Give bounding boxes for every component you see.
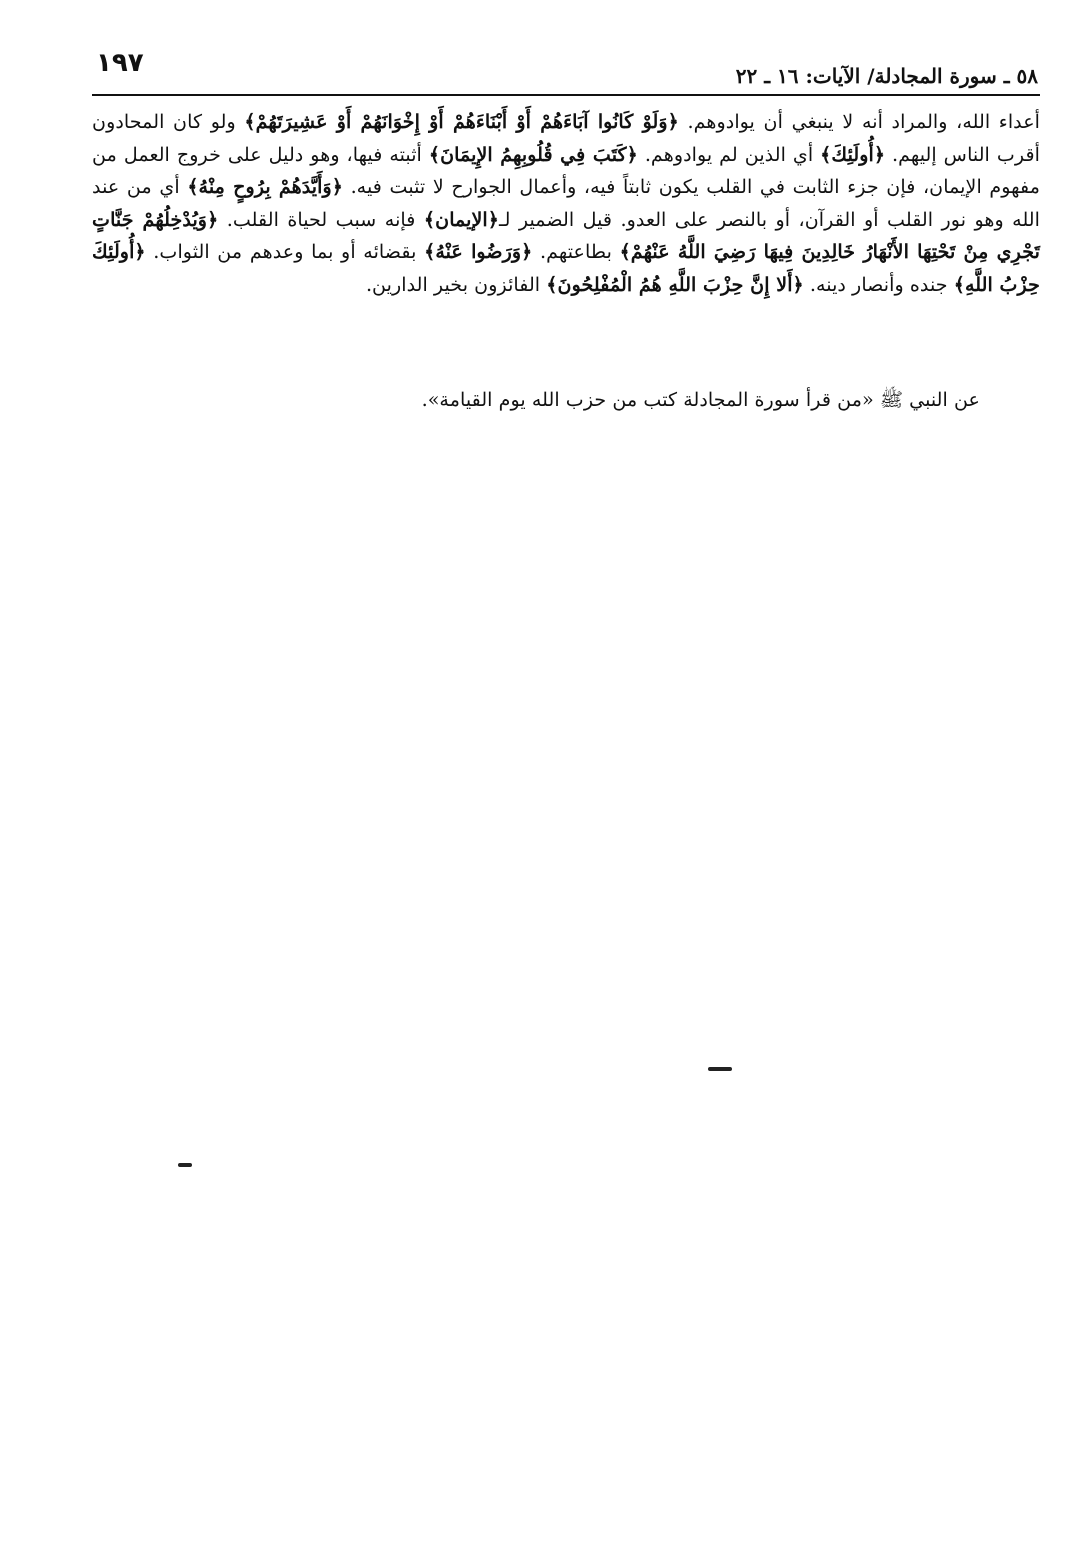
running-head: ٥٨ ـ سورة المجادلة/ الآيات: ١٦ ـ ٢٢ [735, 64, 1038, 88]
quran-verse: ﴿الإيمان﴾ [423, 207, 500, 231]
commentary-text: أي الذين لم يوادوهم. [644, 142, 814, 166]
commentary-paragraph [92, 106, 1040, 301]
page-number: ١٩٧ [96, 48, 144, 78]
commentary-text: بقضائه أو بما وعدهم من الثواب. [153, 240, 417, 263]
hadith-line: عن النبي ﷺ «من قرأ سورة المجادلة كتب من حزب الله يوم القيامة». [421, 388, 980, 411]
ink-speck [178, 1163, 192, 1167]
page-header [92, 44, 1040, 92]
commentary-text: جنده وأنصار دينه. [809, 272, 948, 296]
commentary-text: فإنه سبب لحياة القلب. [226, 207, 416, 231]
quran-verse: ﴿أَلا إِنَّ حِزْبَ اللَّهِ هُمُ الْمُفْلِحُونَ﴾ [546, 272, 804, 296]
quran-verse: ﴿وَلَوْ كَانُوا آبَاءَهُمْ أَوْ أَبْنَاءَهُمْ أَوْ إِخْوَانَهُمْ أَوْ عَشِيرَتَهُمْ﴾ [244, 110, 679, 133]
commentary-text: أي من عند الله وهو نور القلب أو القرآن، أو بالنصر على العدو. قيل الضمير لـ [92, 175, 1040, 231]
commentary-text: الفائزون بخير الدارين. [365, 272, 541, 296]
ink-speck [708, 1067, 732, 1071]
quran-verse: ﴿وَيُدْخِلُهُمْ جَنَّاتٍ تَجْرِي مِنْ تَحْتِهَا الأَنْهَارُ خَالِدِينَ فِيهَا رَضِيَ اللَّهُ عَنْهُمْ﴾ [92, 207, 1040, 263]
quran-verse: ﴿وَرَضُوا عَنْهُ﴾ [424, 240, 533, 263]
commentary-text: بطاعتهم. [540, 240, 612, 263]
header-rule [92, 94, 1040, 96]
quran-verse: ﴿أُولَئِكَ حِزْبُ اللَّهِ﴾ [92, 240, 1040, 296]
commentary-text: ولو كان المحادون أقرب الناس إليهم. [92, 110, 1040, 166]
quran-verse: ﴿وَأَيَّدَهُمْ بِرُوحٍ مِنْهُ﴾ [187, 175, 343, 198]
commentary-text: أثبته فيها، وهو دليل على خروج العمل من مفهوم الإيمان، فإن جزء الثابت في القلب يكون ثابتاً فيه، وأعمال الجوارح لا تثبت فيه. [92, 142, 1040, 198]
quran-verse: ﴿أُولَئِكَ﴾ [820, 142, 886, 166]
commentary-text: أعداء الله، والمراد أنه لا ينبغي أن يوادوهم. [687, 110, 1040, 133]
quran-verse: ﴿كَتَبَ فِي قُلُوبِهِمُ الإِيمَانَ﴾ [428, 142, 638, 166]
